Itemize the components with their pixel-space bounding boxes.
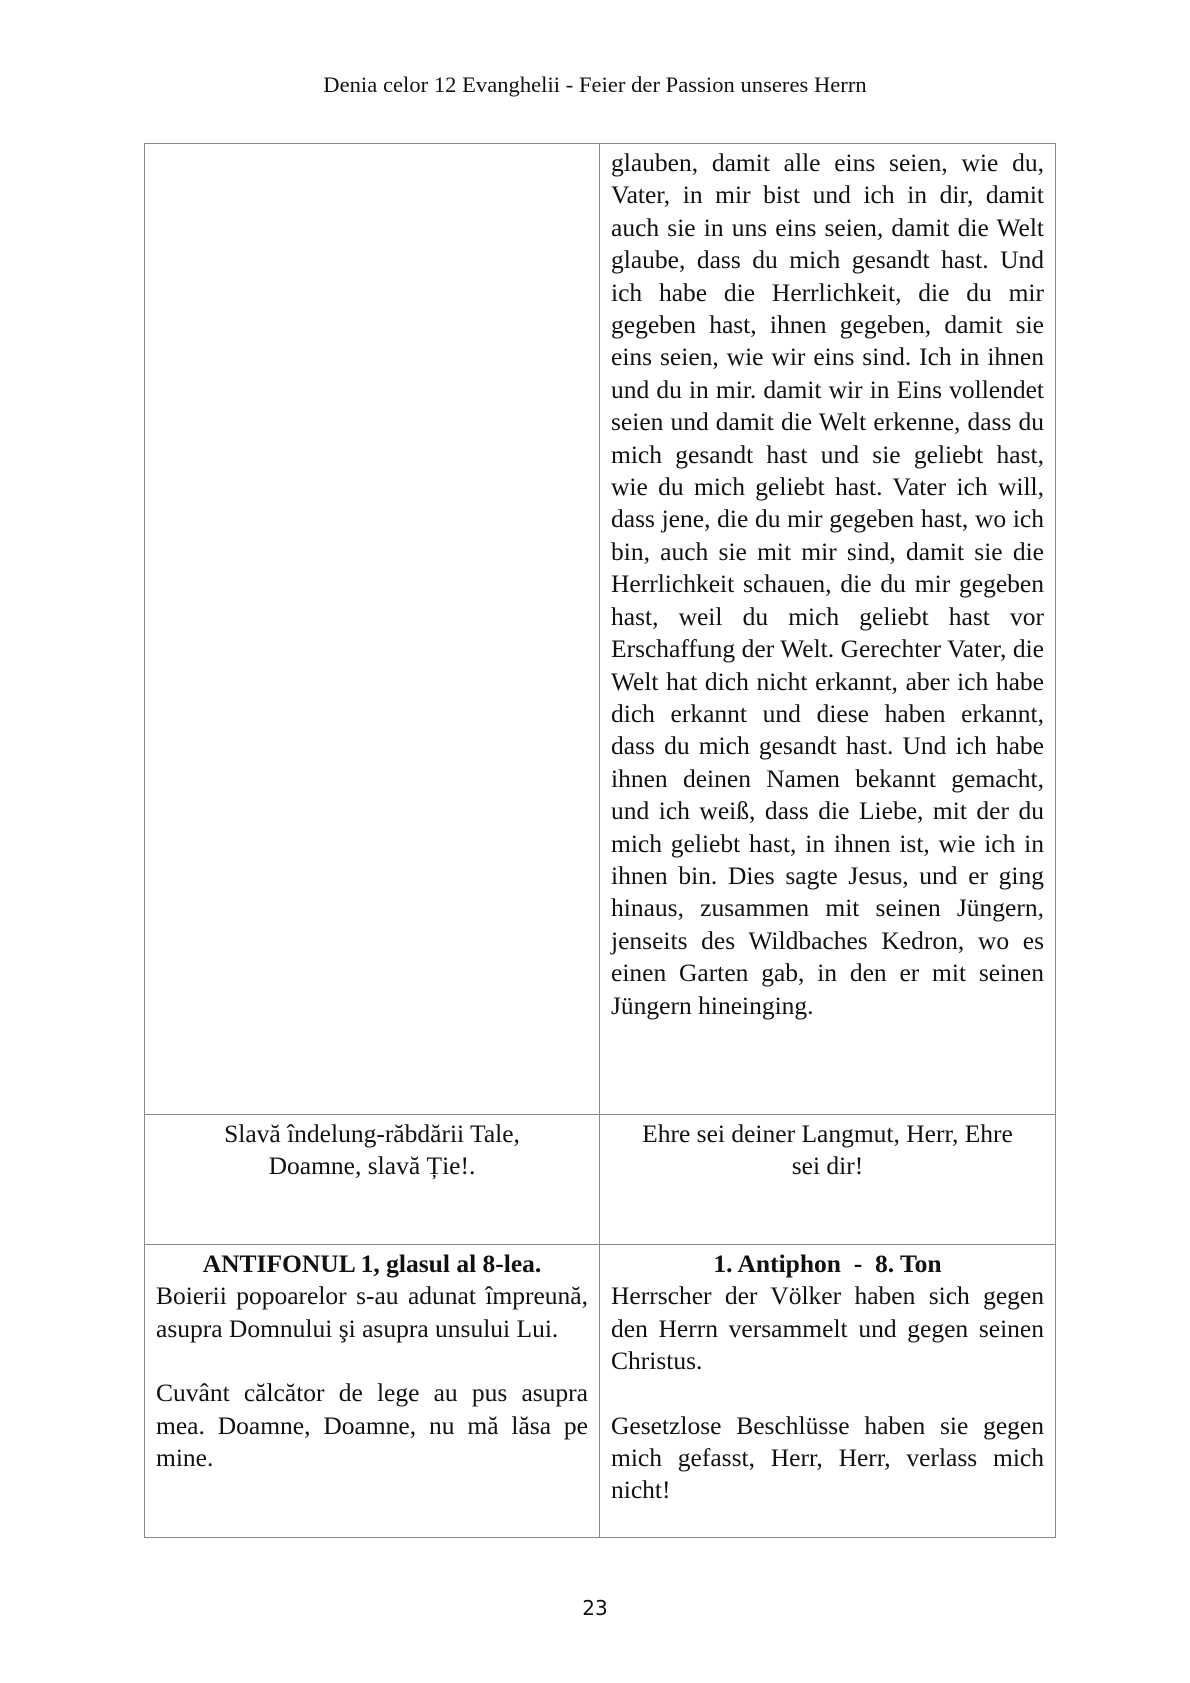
table-row: [145, 1245, 1056, 1538]
romanian-glory-cell: [145, 1115, 600, 1245]
german-antiphon-verse-2: Gesetzlose Beschlüsse haben sie gegen mich gefasst, Herr, Herr, verlass mich nicht!: [611, 1410, 1044, 1505]
romanian-cell-empty: [145, 144, 600, 1115]
table-row: [145, 144, 1056, 1115]
romanian-antiphon-cell: [145, 1245, 600, 1538]
romanian-glory-line-1: Slavă îndelung-răbdării Tale,: [224, 1119, 520, 1148]
romanian-antiphon-verse-2: Cuvânt călcător de lege au pus asupra mea. Doamne, Doamne, nu mă lăsa pe mine.: [156, 1378, 588, 1473]
verse-spacer: [156, 1345, 588, 1377]
bilingual-table: [144, 143, 1056, 1538]
german-glory-line-1: Ehre sei deiner Langmut, Herr, Ehre: [642, 1119, 1013, 1148]
table-row: [145, 1115, 1056, 1245]
romanian-antiphon-title: ANTIFONUL 1, glasul al 8-lea.: [202, 1249, 542, 1278]
german-gospel-cell: glauben, damit alle eins seien, wie du, Vater, in mir bist und ich in dir, damit auch sie in uns eins seien, damit die Welt glaube, dass du mich gesandt hast. Und ich habe die Herrlichkeit, die du mir gegeben hast, ihnen gegeben, damit sie eins seien, wie wir eins sind. Ich in ihnen und du in mir. damit wir in Eins vollendet seien und damit die Welt erkenne, dass du mich gesandt hast und sie geliebt hast, wie du mich geliebt hast. Vater ich will, dass jene, die du mir gegeben hast, wo ich bin, auch sie mit mir sind, damit sie die Herrlichkeit schauen, die du mir gegeben hast, weil du mich geliebt hast vor Erschaffung der Welt. Gerechter Vater, die Welt hat dich nicht erkannt, aber ich habe dich erkannt und diese haben erkannt, dass du mich gesandt hast. Und ich habe ihnen deinen Namen bekannt gemacht, und ich weiß, dass die Liebe, mit der du mich geliebt hast, in ihnen ist, wie ich in ihnen bin. Dies sagte Jesus, und er ging hinaus, zusammen mit seinen Jüngern, jenseits des Wildbaches Kedron, wo es einen Garten gab, in den er mit seinen Jüngern hineinging.: [600, 144, 1056, 1115]
german-antiphon-cell: [600, 1245, 1056, 1538]
verse-spacer: [611, 1378, 1044, 1410]
romanian-glory-line-2: Doamne, slavă Ție!.: [268, 1151, 476, 1181]
german-antiphon-verse-1: Herrscher der Völker haben sich gegen den Herrn versammelt und gegen seinen Christus.: [611, 1281, 1044, 1376]
romanian-antiphon-verse-1: Boierii popoarelor s-au adunat împreună, asupra Domnului şi asupra unsului Lui.: [156, 1281, 588, 1343]
page-number: 23: [582, 1596, 608, 1620]
german-glory-cell: [600, 1115, 1056, 1245]
running-header: Denia celor 12 Evanghelii - Feier der Passion unseres Herrn: [323, 72, 867, 97]
german-antiphon-title: 1. Antiphon - 8. Ton: [713, 1249, 942, 1278]
german-glory-line-2: sei dir!: [791, 1151, 864, 1181]
page-body: [144, 143, 1056, 1538]
